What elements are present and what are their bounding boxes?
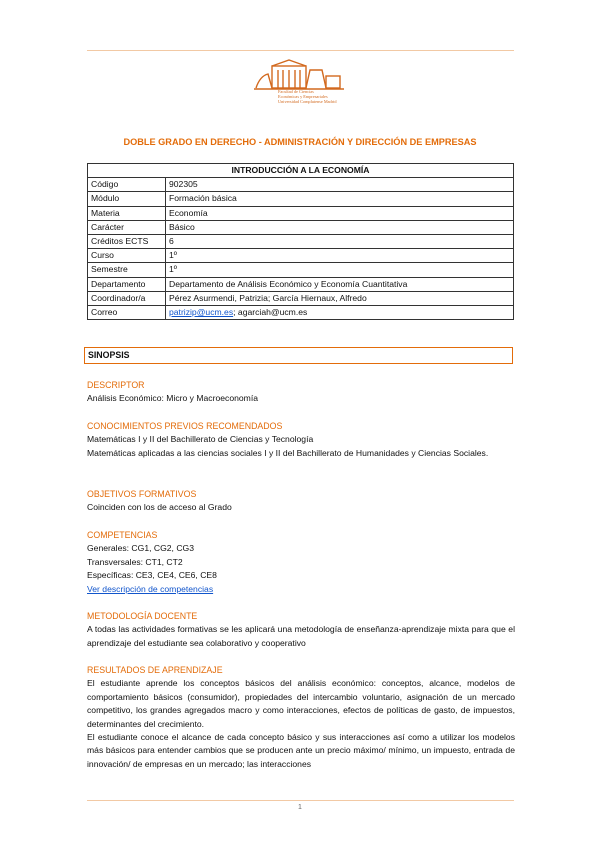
row-key: Código: [88, 178, 166, 192]
table-row: [88, 291, 514, 305]
row-key: Carácter: [88, 220, 166, 234]
logo-line: Económicas y Empresariales: [278, 94, 328, 99]
row-value: Básico: [166, 220, 514, 234]
course-title: INTRODUCCIÓN A LA ECONOMÍA: [88, 164, 514, 178]
degree-title: DOBLE GRADO EN DERECHO - ADMINISTRACIÓN Y DIRECCIÓN DE EMPRESAS: [123, 137, 477, 147]
row-key: Materia: [88, 206, 166, 220]
prerequisites-section: [87, 420, 515, 460]
section-heading: COMPETENCIAS: [87, 530, 158, 540]
objectives-section: [87, 488, 515, 515]
table-row: [88, 220, 514, 234]
row-value: Pérez Asurmendi, Patrizia; García Hiernaux, Alfredo: [166, 291, 514, 305]
learning-outcomes-section: [87, 664, 515, 771]
page-number: 1: [298, 804, 302, 811]
row-key: Departamento: [88, 277, 166, 291]
row-key: Coordinador/a: [88, 291, 166, 305]
competencies-section: [87, 529, 515, 596]
row-value: Economía: [166, 206, 514, 220]
row-key: Curso: [88, 249, 166, 263]
sinopsis-header: SINOPSIS: [84, 347, 513, 364]
logo-line: Facultad de Ciencias: [278, 89, 314, 94]
section-text: El estudiante conoce el alcance de cada concepto básico y sus interacciones así como a utilizar los modelos más básicos para entender cambios que se producen ante un precio máximo/ mínimo, un impuesto, entrada de innovación/ de empresas en un mercado; las interacciones: [87, 732, 515, 769]
faculty-logo: [250, 58, 350, 114]
row-key: Correo: [88, 305, 166, 319]
table-row: [88, 305, 514, 319]
table-row: [88, 178, 514, 192]
section-heading: OBJETIVOS FORMATIVOS: [87, 489, 197, 499]
header-rule: [87, 50, 514, 51]
section-text: Específicas: CE3, CE4, CE6, CE8: [87, 570, 217, 581]
logo-line: Universidad Complutense Madrid: [278, 99, 337, 104]
descriptor-section: [87, 379, 515, 406]
section-heading: METODOLOGÍA DOCENTE: [87, 611, 198, 621]
row-value: 1º: [166, 263, 514, 277]
row-value: Departamento de Análisis Económico y Economía Cuantitativa: [166, 277, 514, 291]
row-value: Formación básica: [166, 192, 514, 206]
logo-caption: [278, 89, 358, 104]
row-value: 6: [166, 234, 514, 248]
table-row: [88, 192, 514, 206]
methodology-section: [87, 610, 515, 650]
email-rest: ; agarciah@ucm.es: [233, 306, 308, 317]
table-header-row: [88, 164, 514, 178]
table-row: [88, 277, 514, 291]
section-heading: CONOCIMIENTOS PREVIOS RECOMENDADOS: [87, 421, 283, 431]
section-heading: DESCRIPTOR: [87, 380, 145, 390]
section-text: A todas las actividades formativas se les aplicará una metodología de enseñanza-aprendizaje mixta para que el aprendizaje del estudiante sea colaborativo y cooperativo: [87, 624, 515, 648]
section-text: Generales: CG1, CG2, CG3: [87, 543, 194, 554]
table-row: [88, 206, 514, 220]
section-text: Matemáticas aplicadas a las ciencias sociales I y II del Bachillerato de Humanidades y Ciencias Sociales.: [87, 447, 489, 458]
section-text: El estudiante aprende los conceptos básicos del análisis económico: conceptos, alcance, modelos de comportamiento básicos (consumidor), propiedades del intercambio voluntario, asignación de un mercado competitivo, los grandes agregados macro y como interacciones, efectos de políticas de gasto, de impuestos, determinantes del crecimiento.: [87, 678, 515, 729]
section-text: Coinciden con los de acceso al Grado: [87, 502, 232, 513]
section-heading: RESULTADOS DE APRENDIZAJE: [87, 665, 223, 675]
section-text: Análisis Económico: Micro y Macroeconomía: [87, 393, 258, 404]
row-value: 902305: [166, 178, 514, 192]
course-info-table: [87, 163, 514, 320]
table-row: [88, 234, 514, 248]
row-key: Módulo: [88, 192, 166, 206]
table-row: [88, 249, 514, 263]
table-row: [88, 263, 514, 277]
row-key: Créditos ECTS: [88, 234, 166, 248]
footer-rule: [87, 800, 514, 801]
section-text: Matemáticas I y II del Bachillerato de Ciencias y Tecnología: [87, 434, 314, 445]
email-link[interactable]: patrizip@ucm.es: [169, 306, 234, 317]
row-value: [166, 305, 514, 319]
competencies-link[interactable]: Ver descripción de competencias: [87, 583, 214, 594]
section-text: Transversales: CT1, CT2: [87, 556, 183, 567]
row-value: 1º: [166, 249, 514, 263]
row-key: Semestre: [88, 263, 166, 277]
